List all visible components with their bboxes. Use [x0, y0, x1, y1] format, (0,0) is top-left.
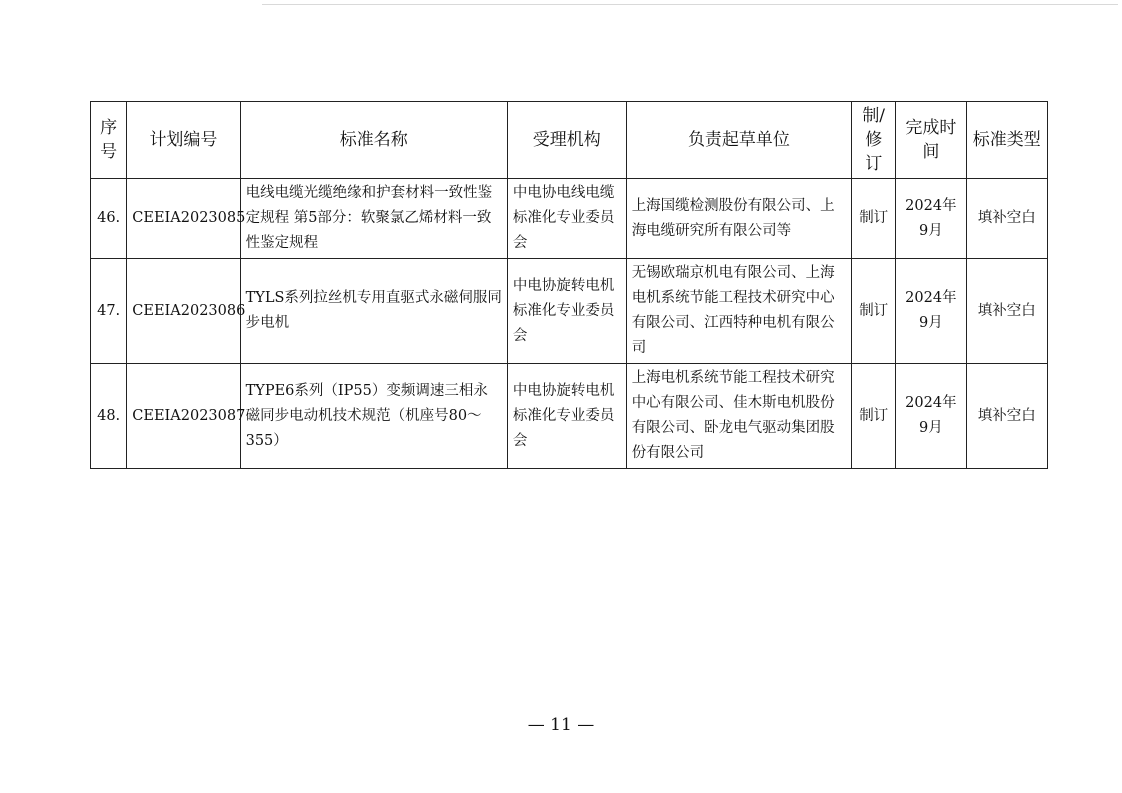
- table-row: [91, 364, 1048, 469]
- cell-type: 填补空白: [966, 179, 1047, 259]
- cell-org: 中电协电线电缆标准化专业委员会: [507, 179, 626, 259]
- cell-time: 2024年9月: [896, 179, 966, 259]
- table-row: [91, 179, 1048, 259]
- table-row: [91, 259, 1048, 364]
- cell-time: 2024年9月: [896, 259, 966, 364]
- header-org: 受理机构: [507, 102, 626, 179]
- cell-unit: 无锡欧瑞京机电有限公司、上海电机系统节能工程技术研究中心有限公司、江西特种电机有限公司: [626, 259, 852, 364]
- cell-code: CEEIA2023087: [127, 364, 240, 469]
- cell-name: TYPE6系列（IP55）变频调速三相永磁同步电动机技术规范（机座号80～355）: [240, 364, 507, 469]
- header-time: 完成时间: [896, 102, 966, 179]
- cell-no: 48.: [91, 364, 127, 469]
- cell-no: 47.: [91, 259, 127, 364]
- header-name: 标准名称: [240, 102, 507, 179]
- cell-no: 46.: [91, 179, 127, 259]
- cell-org: 中电协旋转电机标准化专业委员会: [507, 259, 626, 364]
- table-header-row: [91, 102, 1048, 179]
- cell-unit: 上海国缆检测股份有限公司、上海电缆研究所有限公司等: [626, 179, 852, 259]
- top-rule: [262, 4, 1118, 5]
- cell-code: CEEIA2023085: [127, 179, 240, 259]
- cell-type: 填补空白: [966, 364, 1047, 469]
- cell-org: 中电协旋转电机标准化专业委员会: [507, 364, 626, 469]
- cell-unit: 上海电机系统节能工程技术研究中心有限公司、佳木斯电机股份有限公司、卧龙电气驱动集团股份有限公司: [626, 364, 852, 469]
- cell-name: 电线电缆光缆绝缘和护套材料一致性鉴定规程 第5部分：软聚氯乙烯材料一致性鉴定规程: [240, 179, 507, 259]
- cell-code: CEEIA2023086: [127, 259, 240, 364]
- cell-time: 2024年9月: [896, 364, 966, 469]
- header-rev: 制/修订: [852, 102, 896, 179]
- cell-name: TYLS系列拉丝机专用直驱式永磁伺服同步电机: [240, 259, 507, 364]
- cell-rev: 制订: [852, 179, 896, 259]
- header-type: 标准类型: [966, 102, 1047, 179]
- header-unit: 负责起草单位: [626, 102, 852, 179]
- standards-table: [90, 101, 1048, 469]
- cell-rev: 制订: [852, 364, 896, 469]
- page-number: — 11 —: [527, 715, 595, 735]
- header-no: 序号: [91, 102, 127, 179]
- cell-rev: 制订: [852, 259, 896, 364]
- header-code: 计划编号: [127, 102, 240, 179]
- cell-type: 填补空白: [966, 259, 1047, 364]
